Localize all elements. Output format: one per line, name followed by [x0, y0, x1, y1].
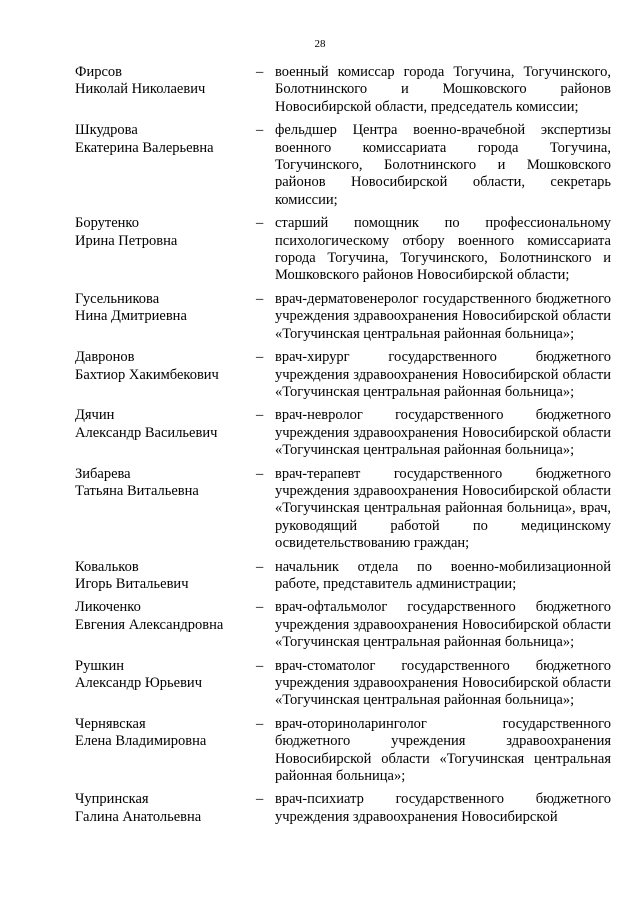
member-name — [75, 349, 256, 384]
member-role: военный комиссар города Тогучина, Тогучинского, Болотнинского и Мошковского районов Новосибирской области, председатель комиссии; — [275, 64, 611, 115]
member-name — [75, 407, 256, 442]
member-given-names: Елена Владимировна — [75, 733, 207, 750]
member-surname: Гусельникова — [75, 290, 160, 307]
member-role: врач-дерматовенеролог государственного бюджетного учреждения здравоохранения Новосибирской области «Тогучинская центральная районная больница»; — [275, 290, 611, 342]
member-entry — [75, 716, 611, 786]
member-given-names: Николай Николаевич — [75, 81, 206, 98]
member-dash: – — [256, 215, 264, 232]
member-role: врач-офтальмолог государственного бюджетного учреждения здравоохранения Новосибирской области «Тогучинская центральная районная больница»; — [275, 599, 611, 651]
member-surname: Чупринская — [75, 791, 149, 808]
member-surname: Фирсов — [75, 64, 122, 80]
member-role: начальник отдела по военно-мобилизационной работе, представитель администрации; — [275, 558, 611, 592]
member-name — [75, 215, 256, 250]
member-name — [75, 791, 256, 826]
page-number: 28 — [314, 38, 326, 50]
member-surname: Давронов — [75, 349, 135, 366]
member-given-names: Екатерина Валерьевна — [75, 139, 214, 156]
member-given-names: Татьяна Витальевна — [75, 482, 199, 499]
member-entry — [75, 559, 611, 594]
member-entry — [75, 658, 611, 710]
member-name — [75, 559, 256, 594]
member-dash: – — [256, 715, 264, 732]
member-name — [75, 64, 256, 99]
member-entry — [75, 122, 611, 209]
member-given-names: Игорь Витальевич — [75, 575, 189, 592]
member-surname: Дячин — [75, 407, 115, 424]
member-role: фельдшер Центра военно-врачебной экспертизы военного комиссариата города Тогучина, Тогучинского, Болотнинского и Мошковского районов Новосибирской области, секретарь комиссии; — [275, 122, 611, 208]
member-dash: – — [256, 791, 264, 808]
member-given-names: Галина Анатольевна — [75, 808, 202, 825]
member-entry — [75, 215, 611, 285]
member-entry — [75, 466, 611, 553]
member-name — [75, 122, 256, 157]
member-entry — [75, 599, 611, 651]
member-name — [75, 466, 256, 501]
member-role: врач-терапевт государственного бюджетного учреждения здравоохранения Новосибирской области «Тогучинская центральная районная больница», врач, руководящий работой по медицинскому освидетельствованию граждан; — [275, 465, 611, 552]
member-dash: – — [256, 558, 264, 575]
member-surname: Рушкин — [75, 657, 125, 674]
member-name — [75, 716, 256, 751]
member-dash: – — [256, 657, 264, 674]
member-role: врач-психиатр государственного бюджетного учреждения здравоохранения Новосибирской — [275, 791, 611, 825]
member-surname: Ликоченко — [75, 599, 141, 616]
member-given-names: Бахтиор Хакимбекович — [75, 366, 219, 383]
member-dash: – — [256, 290, 264, 307]
commission-members-list — [75, 64, 611, 826]
member-role: врач-хирург государственного бюджетного учреждения здравоохранения Новосибирской области «Тогучинская центральная районная больница»; — [275, 349, 611, 400]
member-given-names: Евгения Александровна — [75, 616, 224, 633]
member-given-names: Нина Дмитриевна — [75, 308, 187, 325]
member-entry — [75, 291, 611, 343]
member-entry — [75, 407, 611, 459]
member-entry — [75, 349, 611, 401]
member-surname: Чернявская — [75, 715, 146, 732]
member-role: врач-оториноларинголог государственного бюджетного учреждения здравоохранения Новосибирской области «Тогучинская центральная районная больница»; — [275, 715, 611, 785]
member-dash: – — [256, 407, 264, 424]
member-surname: Зибарева — [75, 465, 131, 482]
member-dash: – — [256, 599, 264, 616]
member-surname: Борутенко — [75, 215, 139, 232]
member-given-names: Ирина Петровна — [75, 232, 178, 249]
member-dash: – — [256, 465, 264, 482]
member-surname: Ковальков — [75, 558, 139, 575]
member-entry — [75, 791, 611, 826]
member-name — [75, 658, 256, 693]
member-role: врач-невролог государственного бюджетного учреждения здравоохранения Новосибирской области «Тогучинская центральная районная больница»; — [275, 407, 611, 459]
member-role: старший помощник по профессиональному психологическому отбору военного комиссариата города Тогучина, Тогучинского, Болотнинского и Мошковского районов Новосибирской области; — [275, 215, 611, 284]
member-given-names: Александр Васильевич — [75, 424, 218, 441]
member-dash: – — [256, 122, 264, 139]
member-surname: Шкудрова — [75, 122, 138, 139]
member-name — [75, 599, 256, 634]
member-entry — [75, 64, 611, 116]
member-given-names: Александр Юрьевич — [75, 675, 202, 691]
member-dash: – — [256, 349, 264, 366]
member-dash: – — [256, 64, 264, 80]
member-name — [75, 291, 256, 326]
member-role: врач-стоматолог государственного бюджетного учреждения здравоохранения Новосибирской области «Тогучинская центральная районная больница»; — [275, 657, 611, 709]
